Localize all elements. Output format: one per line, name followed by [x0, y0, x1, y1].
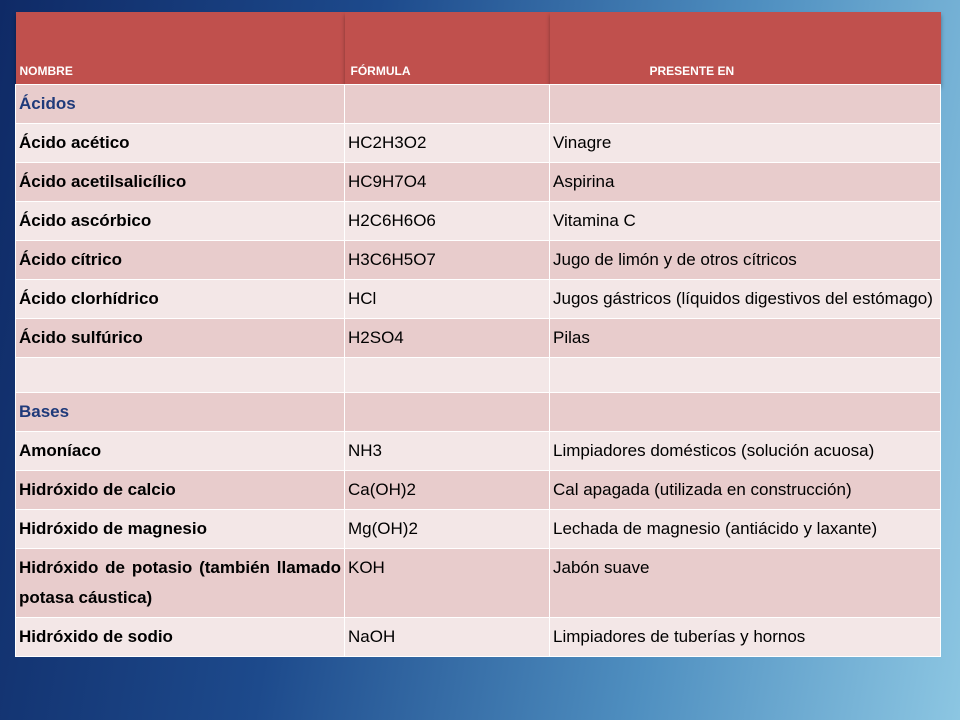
- table-row: [16, 163, 941, 202]
- table-row: [16, 618, 941, 657]
- cell-name: Hidróxido de magnesio: [16, 510, 345, 549]
- section-label-bases: Bases: [16, 393, 345, 432]
- cell-formula: H3C6H5O7: [345, 241, 550, 280]
- header-formula: FÓRMULA: [345, 12, 550, 85]
- cell-name: Ácido clorhídrico: [16, 280, 345, 319]
- section-label-acidos: Ácidos: [16, 85, 345, 124]
- cell-present: Vitamina C: [550, 202, 941, 241]
- cell-formula: NaOH: [345, 618, 550, 657]
- cell-present: Pilas: [550, 319, 941, 358]
- table-row: [16, 241, 941, 280]
- cell-present: [550, 393, 941, 432]
- cell-present: Limpiadores de tuberías y hornos: [550, 618, 941, 657]
- cell-formula: [345, 393, 550, 432]
- header-row: [16, 12, 941, 85]
- cell-formula: KOH: [345, 549, 550, 618]
- table-row: [16, 432, 941, 471]
- cell-present: [550, 85, 941, 124]
- cell-name: Ácido acetilsalicílico: [16, 163, 345, 202]
- table-row: [16, 510, 941, 549]
- cell-name: Ácido cítrico: [16, 241, 345, 280]
- cell-present: [550, 358, 941, 393]
- header-presente-en: PRESENTE EN: [550, 12, 941, 85]
- compounds-table-container: [15, 12, 940, 657]
- table-row: [16, 358, 941, 393]
- cell-name: Hidróxido de calcio: [16, 471, 345, 510]
- table-row: [16, 124, 941, 163]
- compounds-table: [15, 12, 941, 657]
- cell-present: Jabón suave: [550, 549, 941, 618]
- header-nombre: NOMBRE: [16, 12, 345, 85]
- cell-present: Lechada de magnesio (antiácido y laxante): [550, 510, 941, 549]
- table-row: [16, 202, 941, 241]
- cell-formula: H2C6H6O6: [345, 202, 550, 241]
- table-row: [16, 393, 941, 432]
- cell-formula: HCl: [345, 280, 550, 319]
- cell-present: Vinagre: [550, 124, 941, 163]
- cell-name: Ácido ascórbico: [16, 202, 345, 241]
- cell-name: Amoníaco: [16, 432, 345, 471]
- cell-name: Hidróxido de sodio: [16, 618, 345, 657]
- cell-present: Aspirina: [550, 163, 941, 202]
- table-row: [16, 85, 941, 124]
- cell-present: Jugo de limón y de otros cítricos: [550, 241, 941, 280]
- cell-formula: HC2H3O2: [345, 124, 550, 163]
- cell-present: Cal apagada (utilizada en construcción): [550, 471, 941, 510]
- cell-formula: NH3: [345, 432, 550, 471]
- table-row: [16, 549, 941, 618]
- cell-formula: H2SO4: [345, 319, 550, 358]
- table-row: [16, 280, 941, 319]
- cell-formula: HC9H7O4: [345, 163, 550, 202]
- table-row: [16, 471, 941, 510]
- cell-formula: [345, 85, 550, 124]
- cell-formula: Ca(OH)2: [345, 471, 550, 510]
- cell-name: Ácido acético: [16, 124, 345, 163]
- cell-formula: [345, 358, 550, 393]
- cell-name: [16, 358, 345, 393]
- cell-name: Ácido sulfúrico: [16, 319, 345, 358]
- cell-present: Limpiadores domésticos (solución acuosa): [550, 432, 941, 471]
- cell-name: Hidróxido de potasio (también llamado potasa cáustica): [16, 549, 345, 618]
- cell-formula: Mg(OH)2: [345, 510, 550, 549]
- cell-present: Jugos gástricos (líquidos digestivos del estómago): [550, 280, 941, 319]
- table-row: [16, 319, 941, 358]
